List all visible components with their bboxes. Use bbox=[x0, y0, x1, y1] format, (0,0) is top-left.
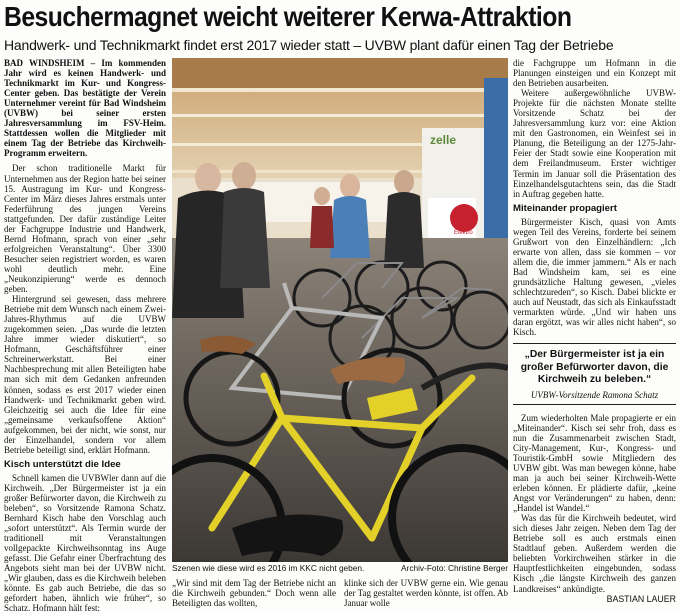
section-heading: Miteinander propagiert bbox=[513, 202, 617, 214]
section-heading: Kisch unterstützt die Idee bbox=[4, 458, 121, 470]
author-byline: BASTIAN LAUER bbox=[606, 593, 676, 604]
subheadline: Handwerk- und Technikmarkt findet erst 2017 wieder statt – UVBW plant dafür einen Tag der Betriebe bbox=[4, 37, 614, 53]
article-bottom-text bbox=[172, 578, 508, 608]
pull-quote bbox=[513, 343, 676, 405]
sign-text: zelle bbox=[430, 133, 457, 147]
dateline: BAD WINDSHEIM – bbox=[4, 58, 96, 68]
paragraph: Schnell kamen die UVBWler dann auf die Kirchweih. „Der Bürgermeister ist ja ein großer Befürworter davon, die Kirchweih zu beleben“, so Vorsitzende Ramona Schatz. Bernhard Kisch habe den Vorschlag auch „sofort unterstützt“. Als Termin wurde der traditionell mit Veranstaltungen vollgepackte Kirchweihsonntag ins Auge gefasst. Die Gefahr einer Überfrachtung des Angebots sieht man bei der UVBW nicht. „Wir glauben, dass es die Kirchweih beleben könnte. Es gab auch Betriebe, die das so gefordert haben, ähnlich wie früher“, so Schatz. Hofmann hält fest: bbox=[4, 472, 166, 614]
paragraph: Der schon traditionelle Markt für Unternehmen aus der Region hatte bei seiner 15. Austragung im Kur- und Kongress-Center im März dieses Jahres erstmals unter Federführung des jungen Vereins stattgefunden. Der dafür zuständige Leiter der Fachgruppe Industrie und Handwerk, Bernd Hofmann, sprach von einer „sehr erfolgreichen Veranstaltung“. Über 3300 Besucher seien registriert worden, es waren wohl deutlich mehr. Eine „Neukonzipierung“ werde es dennoch geben. bbox=[4, 163, 166, 295]
bottom-right-text: klinke sich der UVBW gerne ein. Wie genau der Tag gestaltet werden könnte, ist offen. Ab Januar wolle bbox=[344, 578, 508, 609]
quote-text: „Der Bürgermeister ist ja ein großer Befürworter davon, die Kirchweih zu beleben.“ bbox=[520, 349, 669, 386]
headline: Besuchermagnet weicht weiterer Kerwa-Attraktion bbox=[4, 1, 572, 32]
quote-source: UVBW-Vorsitzende Ramona Schatz bbox=[530, 389, 659, 400]
article-photo bbox=[172, 58, 508, 562]
sign-text: Elektro bbox=[454, 230, 473, 236]
lead-paragraph bbox=[4, 58, 166, 158]
paragraph: Hintergrund sei gewesen, dass mehrere Betriebe mit dem Wunsch nach einem Zwei-Jahres-Rhythmus auf die UVBW zugekommen seien. „Das wurde die letzten Jahre immer wieder diskutiert“, so Hofmann, Geschäftsführer einer Schreinerwerkstatt. Bei einer Nachbesprechung mit allen Beteiligten habe man sich mit dem Gedanken anfreunden können, sodass es erst 2017 wieder einen Handwerk- und Technikmarkt geben wird. Gleichzeitig sei auch die Idee für eine „gemeinsame verkaufsoffene Aktion“ aufgekommen, bei der nicht, wie sonst, nur der Einzelhandel, sondern vor allem Betriebe beteiligt sind, erklärt Hofmann. bbox=[4, 294, 166, 455]
paragraph: Weitere außergewöhnliche UVBW-Projekte für die nächsten Monate stellte Vorsitzende Schatz bei der Jahresversammlung kurz vor: eine Aktion mit den Gastronomen, ein Weinfest sei in Planung, die Beteiligung an der 1275-Jahr-Feier der Stadt sowie eine Kooperation mit dem Freilandmuseum. Erster wichtiger Termin im Januar soll die Präsentation des Einzelhandelsgutachtens sein, das die Stadt in Auftrag gegeben hatte. bbox=[513, 88, 676, 199]
photo-caption bbox=[172, 563, 508, 574]
photo-credit: Archiv-Foto: Christine Berger bbox=[401, 563, 508, 573]
article-column-left bbox=[4, 58, 166, 613]
paragraph: Was das für die Kirchweih bedeutet, wird sich dieses Jahr zeigen. Neben dem Tag der Betriebe soll es auch erstmals einen Stadtlauf geben. Außerdem werden die beliebten Vorkirchweihen stärker in die Hauptfestlichkeiten eingebunden, sodass Kisch „die längste Kirchweih des ganzen Landkreises“ ankündigte. bbox=[513, 513, 676, 594]
paragraph: Bürgermeister Kisch, quasi von Amts wegen Teil des Vereins, forderte bei seinem Grußwort von den Einzelhändlern: „Ich erwarte von allen, dass sie kommen – vor allem die, die immer jammern.“ Als er nach Bad Windsheim kam, sei es eine grundsätzliche Haltung gewesen, „vieles schlechtzureden“, so Kisch. Dabei blickte er auch auf Neustadt, das sich als Einkaufsstadt vermarkten würde. „Und wir haben uns daran ergötzt, was wir alles nicht haben“, so Kisch. bbox=[513, 216, 676, 338]
bottom-left-text: „Wir sind mit dem Tag der Betriebe nicht an die Kirchweih gebunden.“ Doch wenn alle Beteiligten das wollten, bbox=[172, 578, 336, 609]
caption-text: Szenen wie diese wird es 2016 im KKC nicht geben. bbox=[172, 563, 365, 573]
article-column-right bbox=[513, 58, 676, 604]
lead-text: Im kommenden Jahr wird es keinen Handwerk- und Technikmarkt im Kur- und Kongress-Center geben. Das bestätigte der Verein Unternehmer vereint für Bad Windsheim (UVBW) bei seiner ersten Jahresversammlung im FSV-Heim. Stattdessen wollen die Mitglieder mit einem Tag der Betriebe das Kirchweih-Programm erweitern. bbox=[4, 58, 166, 159]
paragraph: Zum wiederholten Male propagierte er ein „Miteinander“. Kisch sei sehr froh, dass es nun die Zusammenarbeit zwischen Stadt, City-Management, Kur-, Kongress- und Touristik-GmbH sowie Mitgliedern des UVBW gibt. Was man bewegen könne, habe man ja auch bei seiner Kirchweih-Wette erleben können. Er plädierte dafür, „keine Angst vor Veränderungen“ zu haben, denn: „Handel ist Wandel.“ bbox=[513, 412, 676, 514]
paragraph: die Fachgruppe um Hofmann in die Planungen einsteigen und ein Konzept mit den Betrieben ausarbeiten. bbox=[513, 58, 676, 89]
